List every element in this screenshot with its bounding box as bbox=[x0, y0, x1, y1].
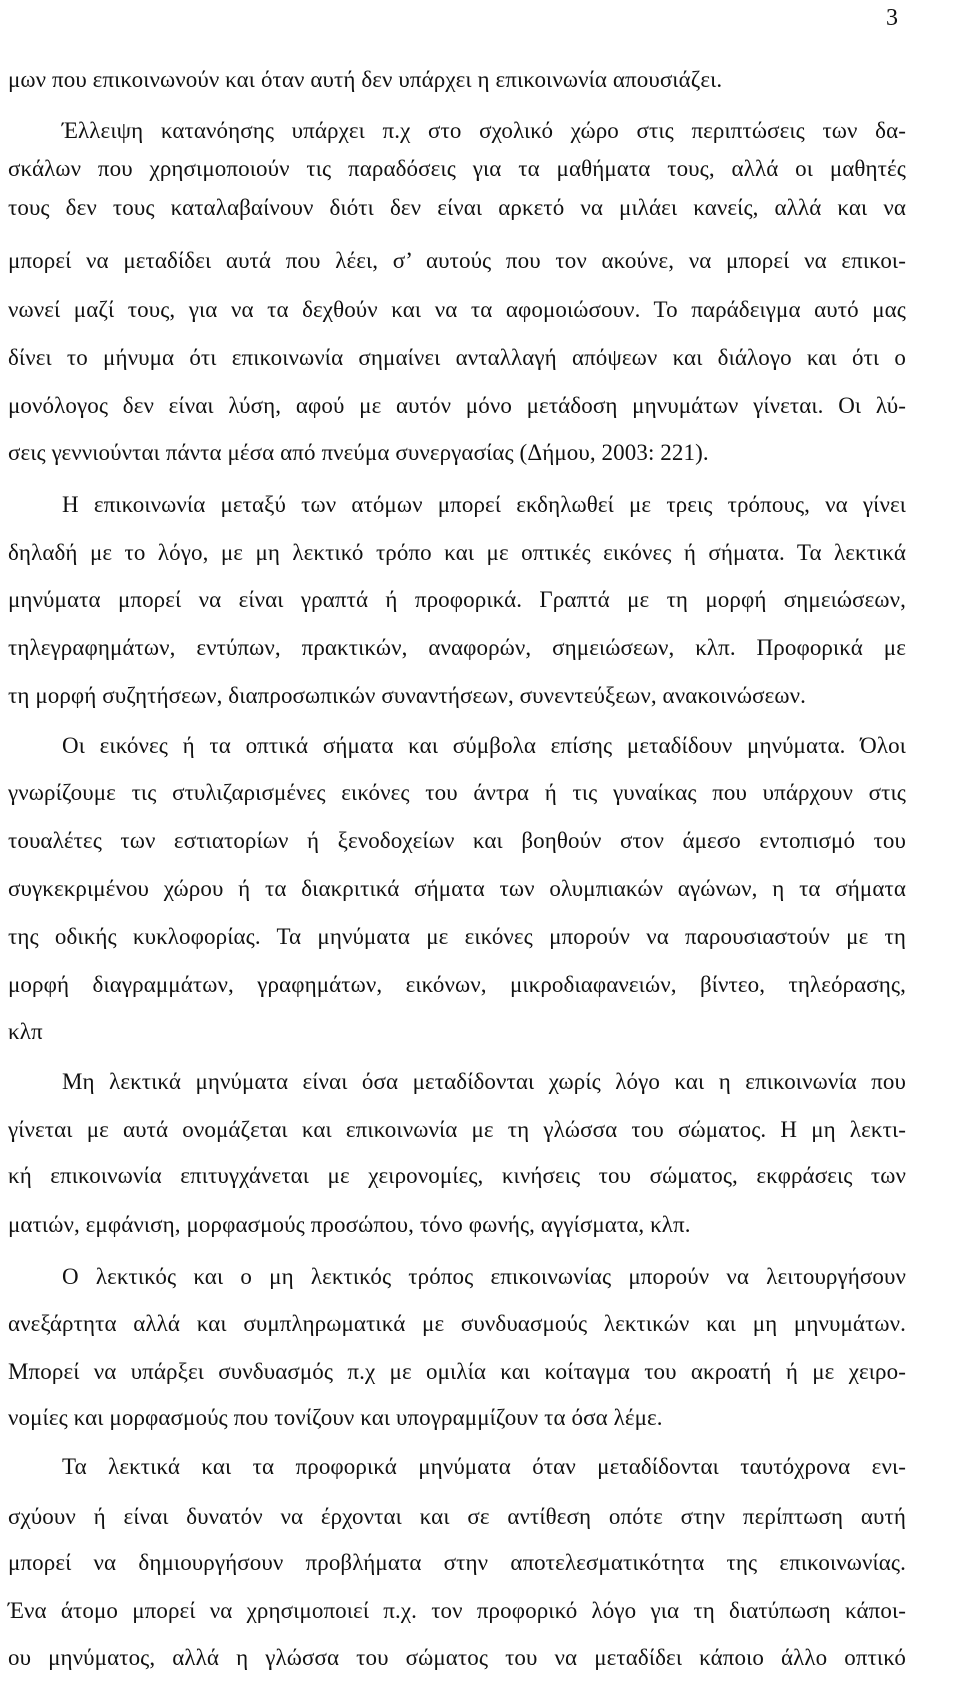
text-line: τηλεγραφημάτων, εντύπων, πρακτικών, αναφορών, σημειώσεων, κλπ. Προφορικά με bbox=[8, 635, 906, 661]
text-line: Ένα άτομο μπορεί να χρησιμοποιεί π.χ. τον προφορικό λόγο για τη διατύπωση κάποι- bbox=[8, 1597, 906, 1623]
text-line: συγκεκριμένου χώρου ή τα διακριτικά σήματα των ολυμπιακών αγώνων, η τα σήματα bbox=[8, 876, 906, 902]
text-line: μονόλογος δεν είναι λύση, αφού με αυτόν μόνο μετάδοση μηνυμάτων γίνεται. Οι λύ- bbox=[8, 392, 906, 418]
text-line: μπορεί να μεταδίδει αυτά που λέει, σ’ αυτούς που τον ακούνε, να μπορεί να επικοι- bbox=[8, 247, 906, 273]
text-line: τη μορφή συζητήσεων, διαπροσωπικών συναντήσεων, συνεντεύξεων, ανακοινώσεων. bbox=[8, 682, 807, 708]
text-line: σχύουν ή είναι δυνατόν να έρχονται και σε αντίθεση οπότε στην περίπτωση αυτή bbox=[8, 1503, 906, 1529]
page-number: 3 bbox=[886, 5, 898, 31]
text-line: δίνει το μήνυμα ότι επικοινωνία σημαίνει ανταλλαγή απόψεων και διάλογο και ότι ο bbox=[8, 345, 906, 371]
text-line: γίνεται με αυτά ονομάζεται και επικοινωνία με τη γλώσσα του σώματος. Η μη λεκτι- bbox=[8, 1116, 906, 1142]
text-line: Μη λεκτικά μηνύματα είναι όσα μεταδίδονται χωρίς λόγο και η επικοινωνία που bbox=[62, 1069, 906, 1095]
text-line: σεις γεννιούνται πάντα μέσα από πνεύμα συνεργασίας (Δήμου, 2003: 221). bbox=[8, 440, 709, 466]
text-line: νωνεί μαζί τους, για να τα δεχθούν και να τα αφομοιώσουν. Το παράδειγμα αυτό μας bbox=[8, 296, 906, 322]
text-line: Οι εικόνες ή τα οπτικά σήματα και σύμβολα επίσης μεταδίδουν μηνύματα. Όλοι bbox=[62, 732, 906, 758]
text-line: Τα λεκτικά και τα προφορικά μηνύματα όταν μεταδίδονται ταυτόχρονα ενι- bbox=[62, 1454, 906, 1480]
text-line: ματιών, εμφάνιση, μορφασμούς προσώπου, τόνο φωνής, αγγίσματα, κλπ. bbox=[8, 1211, 691, 1237]
text-line: μπορεί να δημιουργήσουν προβλήματα στην αποτελεσματικότητα της επικοινωνίας. bbox=[8, 1550, 906, 1576]
text-line: τους δεν τους καταλαβαίνουν διότι δεν είναι αρκετό να μιλάει κανείς, αλλά και να bbox=[8, 194, 906, 220]
text-line: κή επικοινωνία επιτυγχάνεται με χειρονομίες, κινήσεις του σώματος, εκφράσεις των bbox=[8, 1163, 906, 1189]
text-line: γνωρίζουμε τις στυλιζαρισμένες εικόνες του άντρα ή τις γυναίκας που υπάρχουν στις bbox=[8, 780, 906, 806]
text-line: δηλαδή με το λόγο, με μη λεκτικό τρόπο και με οπτικές εικόνες ή σήματα. Τα λεκτικά bbox=[8, 540, 906, 566]
text-line: Έλλειψη κατανόησης υπάρχει π.χ στο σχολικό χώρο στις περιπτώσεις των δα- bbox=[62, 118, 906, 144]
text-line: μορφή διαγραμμάτων, γραφημάτων, εικόνων, μικροδιαφανειών, βίντεο, τηλεόρασης, bbox=[8, 971, 906, 997]
text-line: νομίες και μορφασμούς που τονίζουν και υπογραμμίζουν τα όσα λέμε. bbox=[8, 1405, 663, 1431]
text-line: σκάλων που χρησιμοποιούν τις παραδόσεις για τα μαθήματα τους, αλλά οι μαθητές bbox=[8, 156, 906, 182]
text-line: μων που επικοινωνούν και όταν αυτή δεν υπάρχει η επικοινωνία απουσιάζει. bbox=[8, 67, 723, 92]
text-line: ανεξάρτητα αλλά και συμπληρωματικά με συνδυασμούς λεκτικών και μη μηνυμάτων. bbox=[8, 1311, 906, 1337]
text-line: κλπ bbox=[8, 1019, 43, 1045]
text-line: Μπορεί να υπάρξει συνδυασμός π.χ με ομιλία και κοίταγμα του ακροατή ή με χειρο- bbox=[8, 1358, 906, 1384]
text-line: της οδικής κυκλοφορίας. Τα μηνύματα με εικόνες μπορούν να παρουσιαστούν με τη bbox=[8, 923, 906, 949]
text-line: Η επικοινωνία μεταξύ των ατόμων μπορεί εκδηλωθεί με τρεις τρόπους, να γίνει bbox=[62, 492, 906, 518]
text-line: Ο λεκτικός και ο μη λεκτικός τρόπος επικοινωνίας μπορούν να λειτουργήσουν bbox=[62, 1263, 906, 1289]
text-line: ου μηνύματος, αλλά η γλώσσα του σώματος του να μεταδίδει κάποιο άλλο οπτικό bbox=[8, 1645, 906, 1670]
text-line: μηνύματα μπορεί να είναι γραπτά ή προφορικά. Γραπτά με τη μορφή σημειώσεων, bbox=[8, 586, 906, 612]
text-line: τουαλέτες των εστιατορίων ή ξενοδοχείων και βοηθούν στον άμεσο εντοπισμό του bbox=[8, 827, 906, 853]
